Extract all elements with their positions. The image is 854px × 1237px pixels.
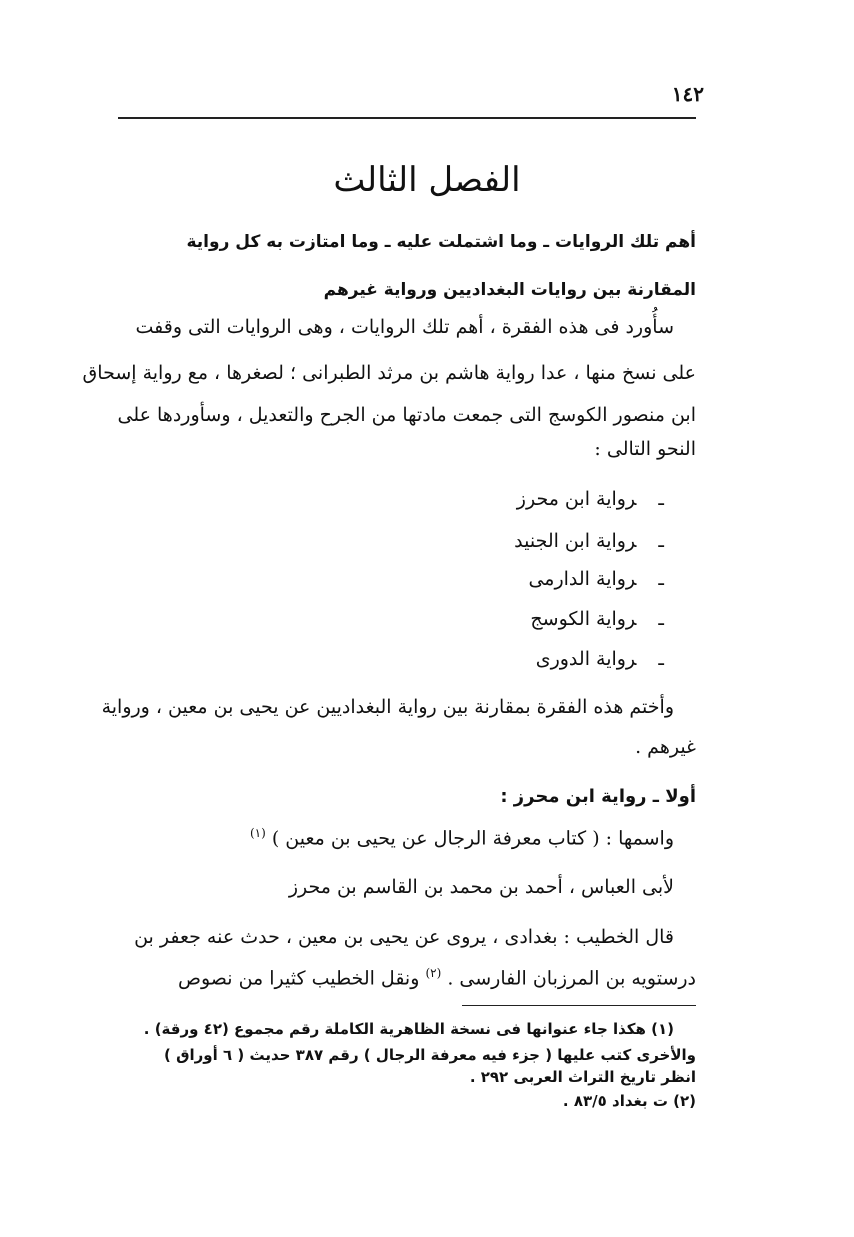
list-item-label: رواية ابن محرز <box>516 488 637 510</box>
khatib-line-2-start: درستويه بن المرزبان الفارسى . <box>447 967 696 990</box>
list-item: ـرواية الدارمى <box>528 568 664 590</box>
list-item: ـرواية الدورى <box>535 648 664 670</box>
chapter-title: الفصل الثالث <box>333 160 521 200</box>
list-item: ـرواية ابن الجنيد <box>514 530 664 552</box>
subheading-line-1: أهم تلك الروايات ـ وما اشتملت عليه ـ وما امتازت به كل رواية <box>186 232 696 252</box>
intro-line-2: على نسخ منها ، عدا رواية هاشم بن مرثد الطبرانى ؛ لصغرها ، مع رواية إسحاق <box>82 362 696 384</box>
intro-line-4: النحو التالى : <box>594 438 696 460</box>
list-item-label: رواية ابن الجنيد <box>514 530 637 552</box>
header-rule <box>118 117 696 119</box>
name-line-1 <box>250 826 674 849</box>
khatib-line-2-end: ونقل الخطيب كثيرا من نصوص <box>178 967 420 990</box>
list-item: ـرواية ابن محرز <box>516 488 664 510</box>
footnote-ref-2: (٢) <box>425 966 442 980</box>
list-item-label: رواية الكوسج <box>530 608 637 630</box>
footnote-2: (٢) ت بغداد ٨٣/٥ . <box>562 1092 696 1110</box>
footnote-1-line-1: (١) هكذا جاء عنوانها فى نسخة الظاهرية الكاملة رقم مجموع (٤٢ ورقة) . <box>143 1020 674 1038</box>
list-item-label: رواية الدارمى <box>528 568 637 590</box>
name-line-1-text: واسمها : ( كتاب معرفة الرجال عن يحيى بن معين ) <box>271 827 674 850</box>
closing-line-2: غيرهم . <box>635 736 696 758</box>
closing-line-1: وأختم هذه الفقرة بمقارنة بين رواية البغداديين عن يحيى بن معين ، ورواية <box>101 696 674 718</box>
khatib-line-1: قال الخطيب : بغدادى ، يروى عن يحيى بن معين ، حدث عنه جعفر بن <box>134 926 674 948</box>
intro-line-3: ابن منصور الكوسج التى جمعت مادتها من الجرح والتعديل ، وسأوردها على <box>117 404 696 426</box>
section-heading: أولا ـ رواية ابن محرز : <box>500 786 696 807</box>
page-number: ١٤٢ <box>671 82 704 106</box>
list-item-label: رواية الدورى <box>535 648 637 670</box>
subheading-line-2: المقارنة بين روايات البغداديين ورواية غيرهم <box>323 280 696 300</box>
list-item: ـرواية الكوسج <box>530 608 664 630</box>
name-line-2: لأبى العباس ، أحمد بن محمد بن القاسم بن محرز <box>288 876 674 898</box>
footnote-rule <box>462 1005 696 1006</box>
footnote-1-line-2: والأخرى كتب عليها ( جزء فيه معرفة الرجال ) رقم ٣٨٧ حديث ( ٦ أوراق ) <box>164 1046 696 1064</box>
footnote-ref-1: (١) <box>249 826 266 840</box>
khatib-line-2 <box>178 966 696 989</box>
intro-line-1: سأُورد فى هذه الفقرة ، أهم تلك الروايات ، وهى الروايات التى وقفت <box>135 316 674 338</box>
footnote-1-line-3: انظر تاريخ التراث العربى ٢٩٢ . <box>469 1068 696 1086</box>
